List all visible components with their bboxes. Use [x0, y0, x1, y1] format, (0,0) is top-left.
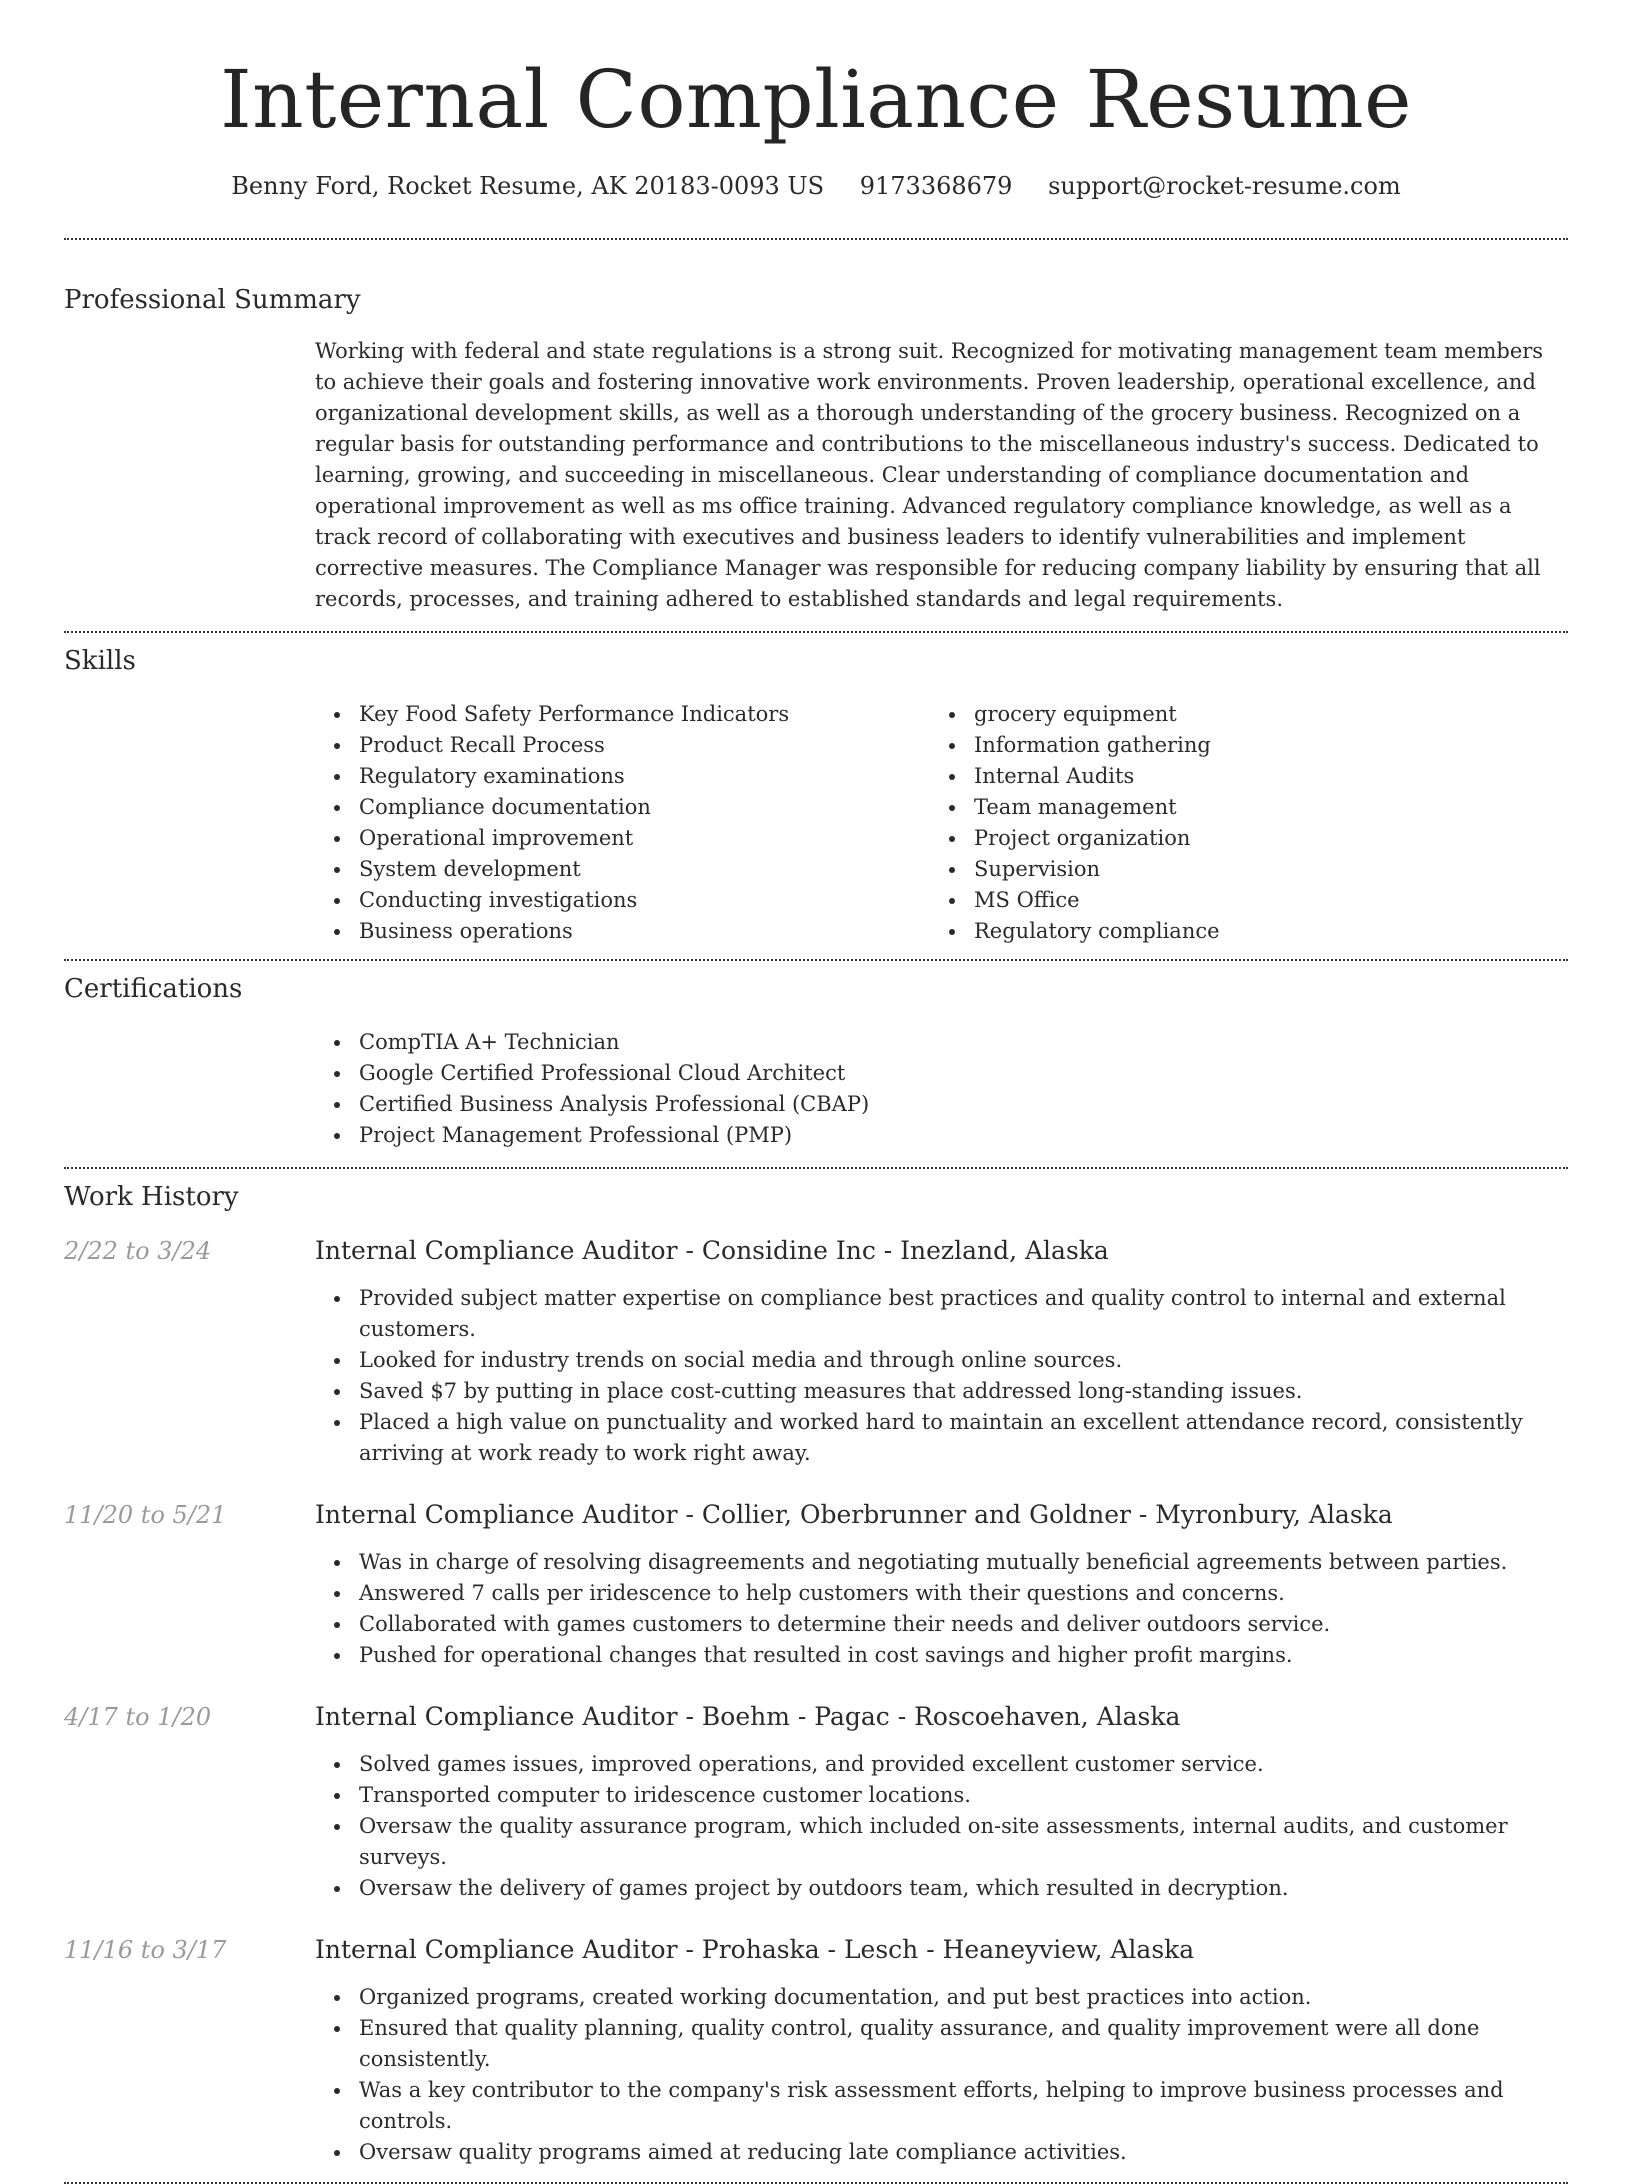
certifications-section	[64, 961, 1568, 1167]
skills-list-left	[315, 699, 930, 947]
job-bullet: Oversaw the quality assurance program, which included on-site assessments, internal audits, and customer surveys.	[359, 1811, 1568, 1873]
job-bullet: Was in charge of resolving disagreements and negotiating mutually beneficial agreements between parties.	[359, 1547, 1568, 1578]
job-details	[315, 1499, 1568, 1671]
job-bullet: Saved $7 by putting in place cost-cutting measures that addressed long-standing issues.	[359, 1376, 1568, 1407]
section-heading-summary: Professional Summary	[64, 285, 361, 315]
skill-item: Team management	[974, 792, 1545, 823]
skills-column-right	[930, 699, 1545, 947]
skill-item: Regulatory compliance	[974, 916, 1545, 947]
job-bullets	[315, 1547, 1568, 1671]
section-heading-skills: Skills	[64, 646, 136, 676]
contact-line	[64, 170, 1568, 202]
work-history-section	[64, 1169, 1568, 2182]
job-entry	[64, 1235, 1568, 1469]
skill-item: System development	[359, 854, 930, 885]
skill-item: Operational improvement	[359, 823, 930, 854]
job-bullet: Solved games issues, improved operations, and provided excellent customer service.	[359, 1749, 1568, 1780]
skill-item: Compliance documentation	[359, 792, 930, 823]
job-bullet: Organized programs, created working documentation, and put best practices into action.	[359, 1982, 1568, 2013]
job-title: Internal Compliance Auditor - Collier, Oberbrunner and Goldner - Myronbury, Alaska	[315, 1500, 1393, 1529]
skill-item: grocery equipment	[974, 699, 1545, 730]
professional-summary-section	[64, 240, 1568, 631]
skill-item: MS Office	[974, 885, 1545, 916]
job-bullet: Oversaw the delivery of games project by outdoors team, which resulted in decryption.	[359, 1873, 1568, 1904]
skill-item: Business operations	[359, 916, 930, 947]
section-heading-work-history: Work History	[64, 1182, 239, 1212]
job-bullets	[315, 1283, 1568, 1469]
contact-email: support@rocket-resume.com	[1048, 172, 1401, 200]
certifications-list	[315, 1027, 1568, 1151]
job-bullets	[315, 1749, 1568, 1904]
job-dates: 4/17 to 1/20	[64, 1703, 212, 1731]
resume-title: Internal Compliance Resume	[220, 53, 1412, 146]
summary-text: Working with federal and state regulations is a strong suit. Recognized for motivating management team members to achieve their goals and fostering innovative work environments. Proven leadership, operational excellence, and organizational development skills, as well as a thorough understanding of the grocery business. Recognized on a regular basis for outstanding performance and contributions to the miscellaneous industry's success. Dedicated to learning, growing, and succeeding in miscellaneous. Clear understanding of compliance documentation and operational improvement as well as ms office training. Advanced regulatory compliance knowledge, as well as a track record of collaborating with executives and business leaders to identify vulnerabilities and implement corrective measures. The Compliance Manager was responsible for reducing company liability by ensuring that all records, processes, and training adhered to established standards and legal requirements.	[315, 339, 1544, 611]
job-bullet: Placed a high value on punctuality and worked hard to maintain an excellent attendance record, consistently arriving at work ready to work right away.	[359, 1407, 1568, 1469]
skill-item: Conducting investigations	[359, 885, 930, 916]
job-bullet: Oversaw quality programs aimed at reducing late compliance activities.	[359, 2137, 1568, 2168]
contact-address: Benny Ford, Rocket Resume, AK 20183-0093 US	[231, 172, 825, 200]
job-bullet: Transported computer to iridescence customer locations.	[359, 1780, 1568, 1811]
resume-page	[64, 0, 1568, 2184]
skill-item: Key Food Safety Performance Indicators	[359, 699, 930, 730]
job-title: Internal Compliance Auditor - Considine Inc - Inezland, Alaska	[315, 1236, 1109, 1265]
skill-item: Internal Audits	[974, 761, 1545, 792]
job-bullets	[315, 1982, 1568, 2168]
job-dates: 11/20 to 5/21	[64, 1501, 227, 1529]
job-details	[315, 1934, 1568, 2168]
job-entry	[64, 1499, 1568, 1671]
job-details	[315, 1235, 1568, 1469]
skills-column-left	[315, 699, 930, 947]
skills-list-right	[930, 699, 1545, 947]
certification-item: Project Management Professional (PMP)	[359, 1120, 1568, 1151]
skills-section	[64, 633, 1568, 959]
job-dates: 11/16 to 3/17	[64, 1936, 227, 1964]
job-bullet: Pushed for operational changes that resulted in cost savings and higher profit margins.	[359, 1640, 1568, 1671]
job-title: Internal Compliance Auditor - Boehm - Pagac - Roscoehaven, Alaska	[315, 1702, 1181, 1731]
job-bullet: Answered 7 calls per iridescence to help customers with their questions and concerns.	[359, 1578, 1568, 1609]
certification-item: CompTIA A+ Technician	[359, 1027, 1568, 1058]
certification-item: Certified Business Analysis Professional (CBAP)	[359, 1089, 1568, 1120]
job-bullet: Was a key contributor to the company's risk assessment efforts, helping to improve business processes and controls.	[359, 2075, 1568, 2137]
section-heading-certifications: Certifications	[64, 974, 243, 1004]
skill-item: Information gathering	[974, 730, 1545, 761]
job-bullet: Collaborated with games customers to determine their needs and deliver outdoors service.	[359, 1609, 1568, 1640]
job-bullet: Provided subject matter expertise on compliance best practices and quality control to internal and external customers.	[359, 1283, 1568, 1345]
skills-columns	[315, 699, 1568, 947]
job-bullet: Looked for industry trends on social media and through online sources.	[359, 1345, 1568, 1376]
certifications-body	[315, 1027, 1568, 1151]
job-bullet: Ensured that quality planning, quality control, quality assurance, and quality improvement were all done consistently.	[359, 2013, 1568, 2075]
skill-item: Project organization	[974, 823, 1545, 854]
skill-item: Product Recall Process	[359, 730, 930, 761]
skill-item: Regulatory examinations	[359, 761, 930, 792]
skill-item: Supervision	[974, 854, 1545, 885]
contact-phone: 9173368679	[859, 172, 1013, 200]
certification-item: Google Certified Professional Cloud Architect	[359, 1058, 1568, 1089]
job-entry	[64, 1701, 1568, 1904]
job-title: Internal Compliance Auditor - Prohaska - Lesch - Heaneyview, Alaska	[315, 1935, 1195, 1964]
job-dates: 2/22 to 3/24	[64, 1237, 212, 1265]
job-entry	[64, 1934, 1568, 2168]
job-details	[315, 1701, 1568, 1904]
